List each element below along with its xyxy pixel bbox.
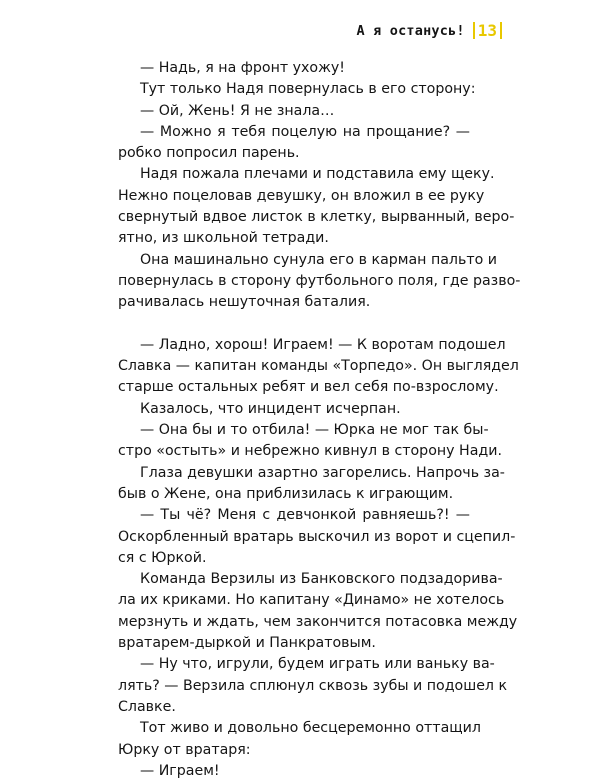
text-line: — Надь, я на фронт ухожу! bbox=[140, 60, 345, 76]
text-line: — Ой, Жень! Я не знала… bbox=[140, 102, 335, 119]
text-line: ся с Юркой. bbox=[118, 549, 207, 566]
text-line: вратарем-дыркой и Панкратовым. bbox=[118, 635, 376, 652]
text-line: Надя пожала плечами и подставила ему щеку. bbox=[140, 166, 495, 183]
text-line: ятно, из школьной тетради. bbox=[118, 230, 329, 247]
body-text bbox=[118, 58, 521, 782]
text-line: Нежно поцеловав девушку, он вложил в ее руку bbox=[118, 187, 485, 204]
text-line: стро «остыть» и небрежно кивнул в сторону Нади. bbox=[118, 443, 502, 460]
text-line: ла их криками. Но капитану «Динамо» не хотелось bbox=[118, 592, 505, 609]
text-line: Славке. bbox=[118, 698, 176, 715]
page-header bbox=[356, 22, 502, 39]
text-line: Оскорбленный вратарь выскочил из ворот и сцепил- bbox=[118, 528, 516, 545]
text-line: свернутый вдвое листок в клетку, вырванный, веро- bbox=[118, 209, 515, 226]
text-line: — Можно я тебя поцелую на прощание? — bbox=[140, 123, 470, 140]
text-line: робко попросил парень. bbox=[118, 145, 300, 162]
text-line: Казалось, что инцидент исчерпан. bbox=[140, 400, 401, 417]
text-line: — Ты чё? Меня с девчонкой равняешь?! — bbox=[140, 507, 470, 524]
text-line: мерзнуть и ждать, чем закончится потасовка между bbox=[118, 613, 518, 630]
page-number: 13 bbox=[473, 22, 502, 39]
text-line: — Ладно, хорош! Играем! — К воротам подошел bbox=[140, 336, 506, 353]
text-line: Глаза девушки азартно загорелись. Напрочь за- bbox=[140, 464, 505, 481]
text-line: Тут только Надя повернулась в его сторону: bbox=[140, 81, 476, 98]
text-line: Тот живо и довольно бесцеремонно оттащил bbox=[140, 720, 481, 737]
text-line: повернулась в сторону футбольного поля, где разво- bbox=[118, 272, 521, 289]
text-line: — Играем! bbox=[140, 762, 220, 779]
text-line: быв о Жене, она приблизилась к играющим. bbox=[118, 485, 454, 502]
text-line: — Ну что, игрули, будем играть или ваньку ва- bbox=[140, 656, 495, 673]
section-break bbox=[118, 314, 470, 335]
text-line: Команда Верзилы из Банковского подзадорива- bbox=[140, 571, 503, 588]
text-line: рачивалась нешуточная баталия. bbox=[118, 294, 371, 311]
text-line: Славка — капитан команды «Торпедо». Он выглядел bbox=[118, 358, 519, 375]
text-line: Юрку от вратаря: bbox=[118, 741, 251, 758]
text-line: — Она бы и то отбила! — Юрка не мог так бы- bbox=[140, 422, 489, 439]
text-line: лять? — Верзила сплюнул сквозь зубы и подошел к bbox=[118, 677, 508, 694]
running-title: А я останусь! bbox=[356, 22, 465, 39]
text-line: Она машинально сунула его в карман пальто и bbox=[140, 251, 498, 268]
text-line: старше остальных ребят и вел себя по-взрослому. bbox=[118, 379, 499, 396]
